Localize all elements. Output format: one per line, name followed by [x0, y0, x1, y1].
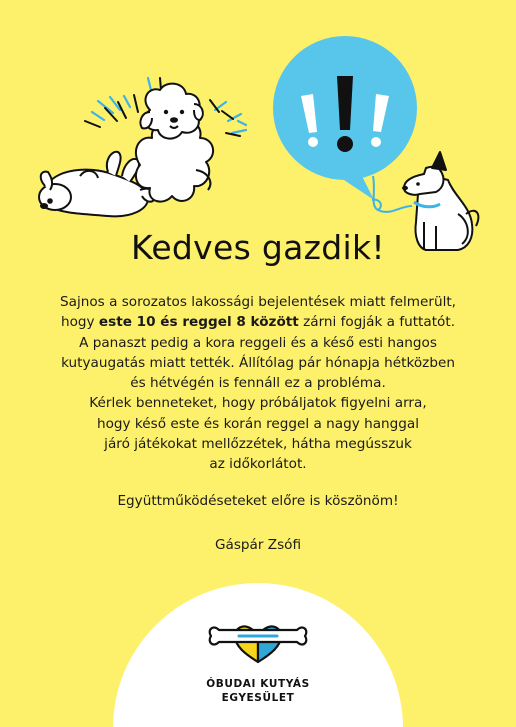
org-name-line2: EGYESÜLET — [221, 692, 295, 704]
message-line: hogy késő este és korán reggel a nagy hanggal — [96, 415, 420, 432]
message-line: Sajnos a sorozatos lakossági bejelentések miatt felmerült, — [60, 294, 456, 310]
message-body — [40, 292, 476, 475]
message-line: kutyaugatás miatt tették. Állítólag pár hónapja hétközben — [61, 354, 455, 371]
message-line: Kérlek benneteket, hogy próbáljatok figyelni arra, — [89, 395, 427, 412]
closing-hours-highlight: este 10 és reggel 8 között — [98, 314, 299, 331]
exclamation-speech-bubble-icon — [273, 36, 417, 200]
message-line: A panaszt pedig a kora reggeli és a késő esti hangos — [79, 334, 437, 351]
page-title: Kedves gazdik! — [131, 228, 385, 267]
thanks-text: Együttműködéseteket előre is köszönöm! — [117, 493, 399, 509]
message-line: az időkorlátot. — [209, 456, 307, 473]
message-line: járó játékokat mellőzzétek, hátha megússzuk — [104, 436, 412, 453]
message-line: hogy este 10 és reggel 8 között zárni fogják a futtatót. — [60, 314, 456, 331]
org-name-line1: ÓBUDAI KUTYÁS — [206, 678, 310, 690]
signature: Gáspár Zsófi — [214, 537, 302, 553]
fluffy-dog-icon — [136, 84, 213, 202]
bone-heart-logo-icon — [205, 610, 311, 670]
message-line: és hétvégén is fennáll ez a probléma. — [130, 375, 386, 392]
dogs-illustration — [0, 0, 516, 265]
